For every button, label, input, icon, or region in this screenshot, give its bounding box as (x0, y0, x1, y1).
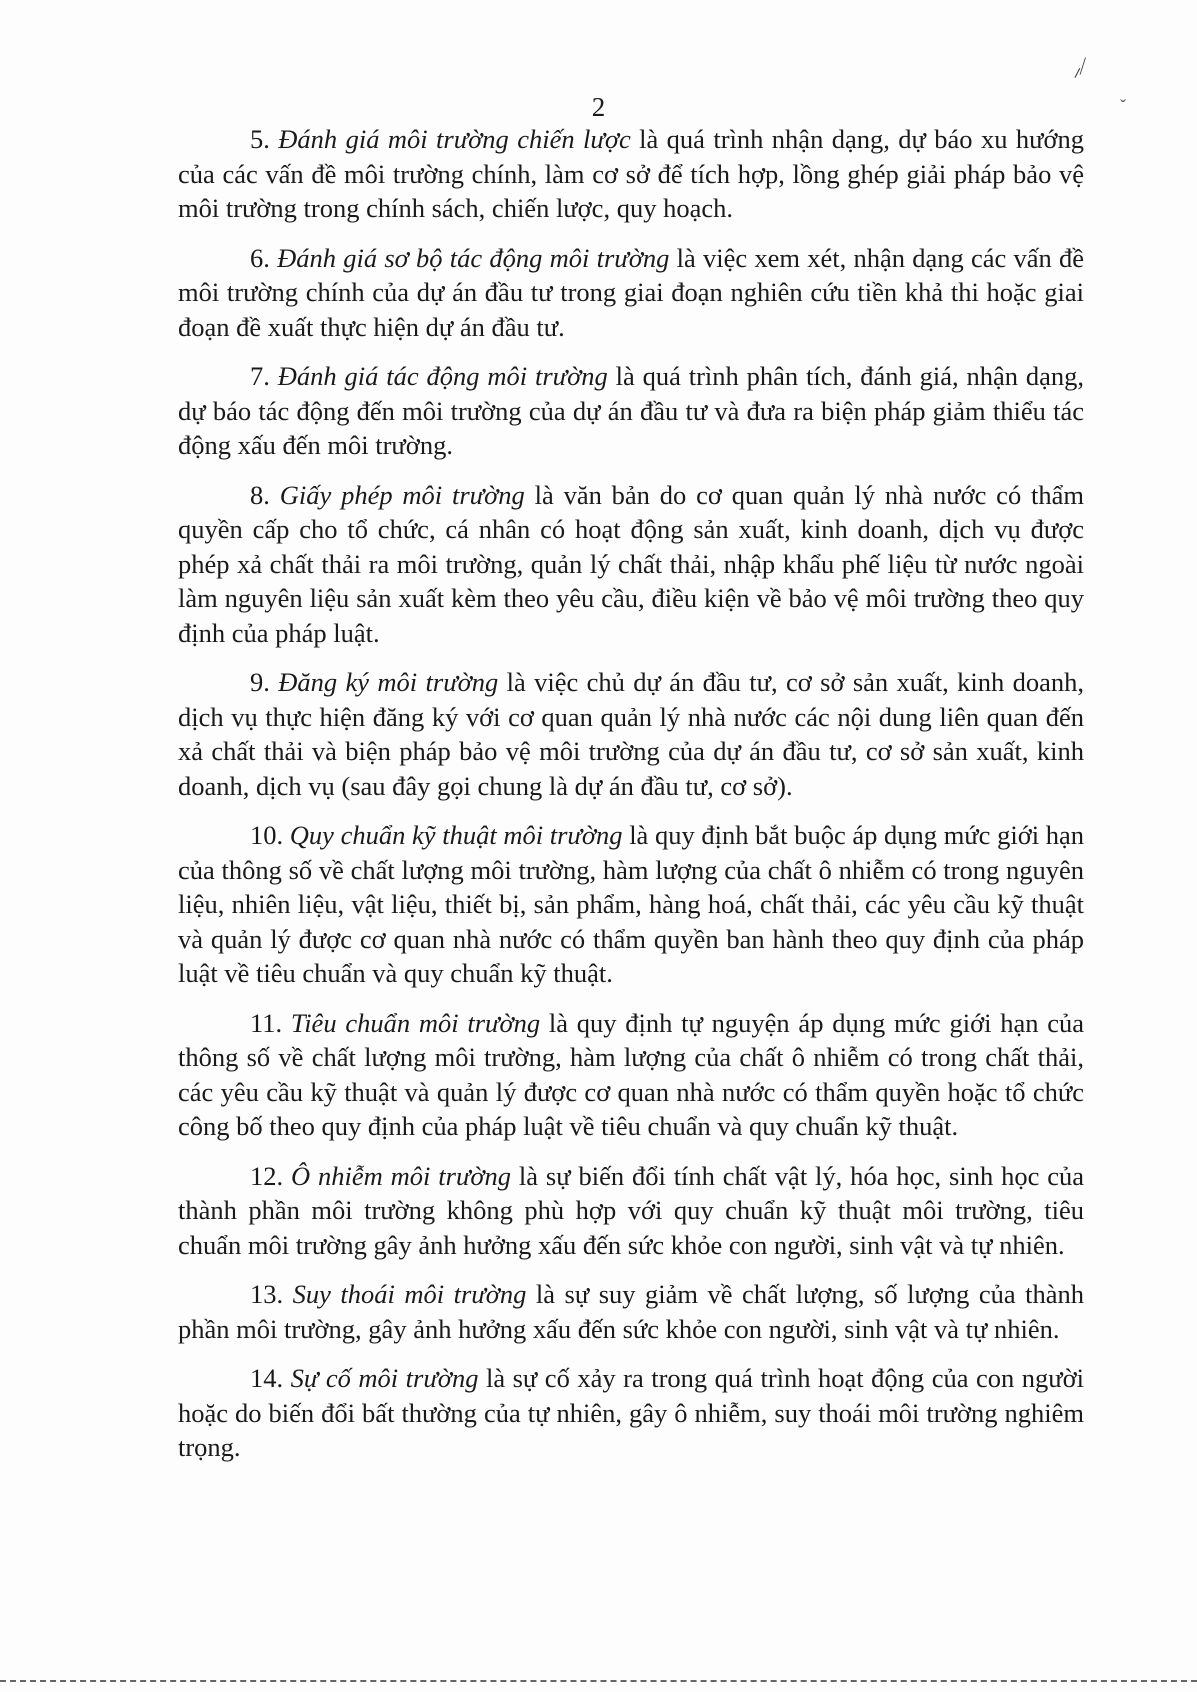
definition-term: Quy chuẩn kỹ thuật môi trường (289, 820, 623, 850)
definition-term: Đăng ký môi trường (278, 667, 499, 697)
definition-item (178, 1006, 1084, 1144)
definition-number: 14. (250, 1363, 284, 1393)
definition-item (178, 1361, 1084, 1465)
definition-item (178, 122, 1084, 226)
page-number: 2 (591, 92, 606, 122)
definition-term: Đánh giá tác động môi trường (277, 361, 608, 391)
definitions-list (178, 122, 1084, 1480)
definition-term: Ô nhiễm môi trường (291, 1160, 512, 1191)
scan-mark: ˇ (1120, 96, 1126, 116)
definition-number: 7. (250, 361, 270, 391)
definition-term: Suy thoái môi trường (292, 1279, 527, 1309)
definition-item (178, 1277, 1084, 1346)
definition-number: 6. (250, 242, 270, 273)
definition-number: 13. (250, 1279, 284, 1309)
definition-text: là sự suy giảm về chất lượng, số lượng của thành phần môi trường, gây ảnh hưởng xấu đến sức khỏe con người, sinh vật và tự nhiên. (178, 1279, 1085, 1344)
definition-term: Đánh giá sơ bộ tác động môi trường (277, 242, 670, 273)
definition-text: là việc xem xét, nhận dạng các vấn đề môi trường chính của dự án đầu tư trong giai đoạn nghiên cứu tiền khả thi hoặc giai đoạn đề xuất thực hiện dự án đầu tư. (178, 242, 1085, 342)
definition-text: là quá trình phân tích, đánh giá, nhận dạng, dự báo tác động đến môi trường của dự án đầu tư và đưa ra biện pháp giảm thiểu tác động xấu đến môi trường. (178, 361, 1084, 460)
definition-term: Sự cố môi trường (290, 1363, 479, 1393)
definition-item (178, 241, 1084, 345)
definition-item (178, 478, 1084, 651)
definition-item (178, 818, 1084, 991)
scan-mark: ⸝⁄ (1066, 53, 1089, 82)
definition-item (178, 359, 1084, 463)
scan-edge-divider (0, 1680, 1197, 1684)
definition-term: Giấy phép môi trường (279, 479, 525, 510)
definition-number: 11. (250, 1007, 283, 1038)
definition-item (178, 1159, 1084, 1263)
definition-number: 9. (250, 667, 270, 697)
definition-text: là sự biến đổi tính chất vật lý, hóa học, sinh học của thành phần môi trường không phù hợp với quy chuẩn kỹ thuật môi trường, tiêu chuẩn môi trường gây ảnh hưởng xấu đến sức khỏe con người, sinh vật và tự nhiên. (178, 1160, 1085, 1260)
definition-text: là quy định bắt buộc áp dụng mức giới hạn của thông số về chất lượng môi trường, hàm lượng của chất ô nhiễm có trong nguyên liệu, nhiên liệu, vật liệu, thiết bị, sản phẩm, hàng hoá, chất thải, các yêu cầu kỹ thuật và quản lý được cơ quan nhà nước có thẩm quyền ban hành theo quy định của pháp luật về tiêu chuẩn và quy chuẩn kỹ thuật. (178, 820, 1085, 988)
definition-text: là quy định tự nguyện áp dụng mức giới hạn của thông số về chất lượng môi trường, hàm lượng của chất ô nhiễm có trong chất thải, các yêu cầu kỹ thuật và quản lý được cơ quan nhà nước có thẩm quyền hoặc tổ chức công bố theo quy định của pháp luật về tiêu chuẩn và quy chuẩn kỹ thuật. (178, 1007, 1085, 1141)
definition-number: 10. (250, 820, 284, 850)
definition-text: là sự cố xảy ra trong quá trình hoạt động của con người hoặc do biến đổi bất thường của tự nhiên, gây ô nhiễm, suy thoái môi trường nghiêm trọng. (178, 1363, 1085, 1462)
definition-term: Tiêu chuẩn môi trường (290, 1007, 541, 1038)
definition-number: 8. (250, 479, 270, 510)
definition-number: 12. (250, 1160, 284, 1191)
definition-text: là văn bản do cơ quan quản lý nhà nước có thẩm quyền cấp cho tổ chức, cá nhân có hoạt động sản xuất, kinh doanh, dịch vụ được phép xả chất thải ra môi trường, quản lý chất thải, nhập khẩu phế liệu từ nước ngoài làm nguyên liệu sản xuất kèm theo yêu cầu, điều kiện về bảo vệ môi trường theo quy định của pháp luật. (178, 479, 1085, 648)
definition-text: là việc chủ dự án đầu tư, cơ sở sản xuất, kinh doanh, dịch vụ thực hiện đăng ký với cơ quan quản lý nhà nước các nội dung liên quan đến xả chất thải và biện pháp bảo vệ môi trường của dự án đầu tư, cơ sở sản xuất, kinh doanh, dịch vụ (sau đây gọi chung là dự án đầu tư, cơ sở). (178, 667, 1085, 801)
definition-text: là quá trình nhận dạng, dự báo xu hướng của các vấn đề môi trường chính, làm cơ sở để tích hợp, lồng ghép giải pháp bảo vệ môi trường trong chính sách, chiến lược, quy hoạch. (178, 124, 1085, 223)
definition-term: Đánh giá môi trường chiến lược (278, 124, 631, 154)
definition-item (178, 665, 1084, 803)
definition-number: 5. (250, 124, 270, 154)
